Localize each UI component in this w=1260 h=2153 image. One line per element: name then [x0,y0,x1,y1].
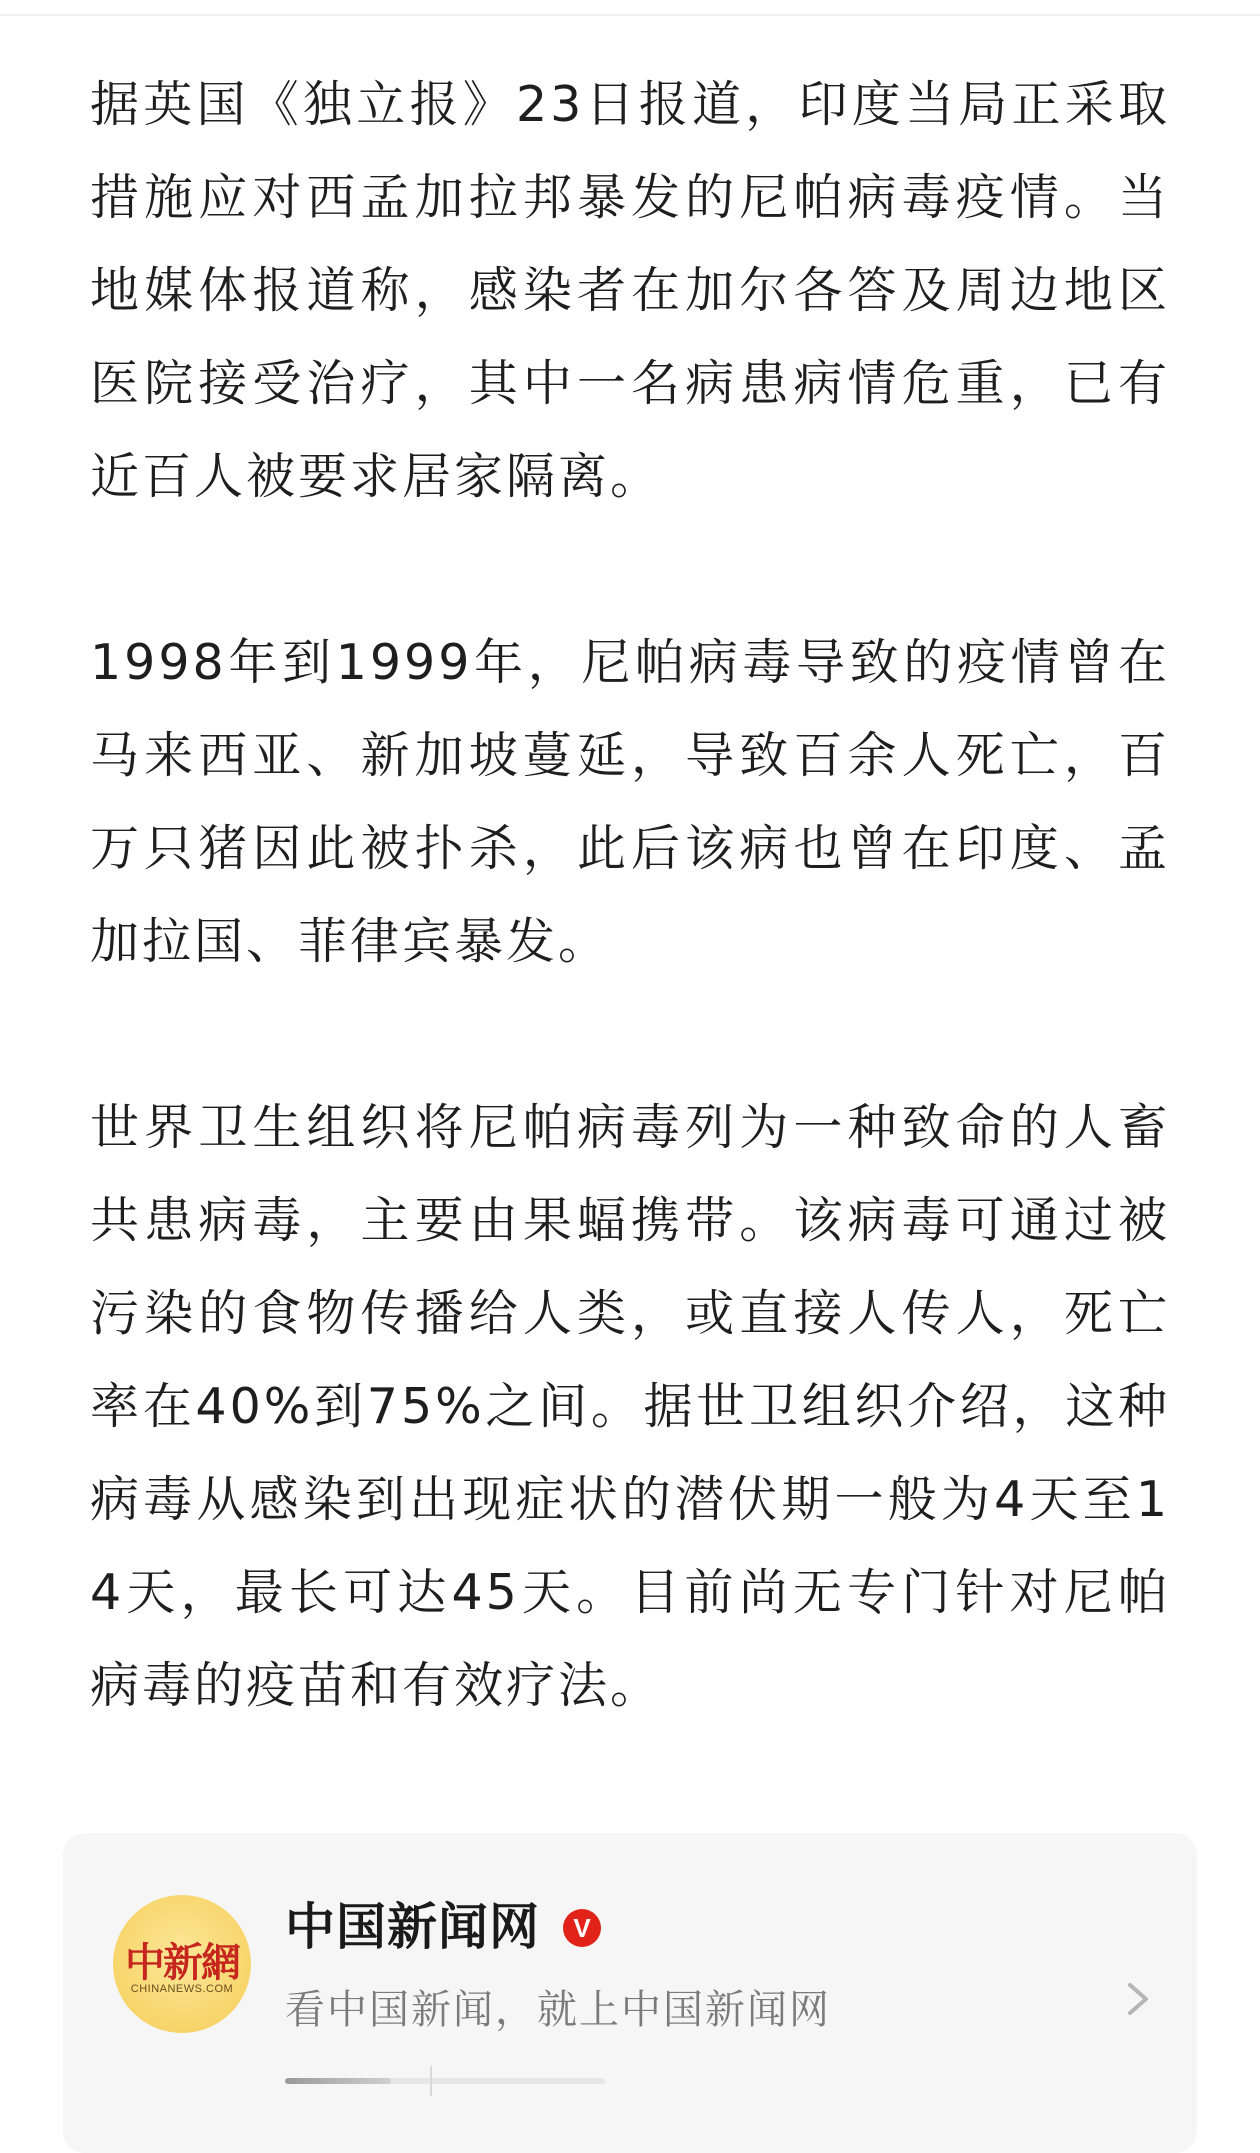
verified-badge-icon: V [563,1909,601,1947]
progress-fill [285,2078,391,2084]
progress-marker [430,2066,432,2096]
article-body [90,58,1170,1732]
top-divider [0,14,1260,16]
logo-mark: 中新網 [125,1939,239,1986]
article-paragraph-1: 据英国《独立报》23日报道，印度当局正采取措施应对西孟加拉邦暴发的尼帕病毒疫情。当地媒体报道称，感染者在加尔各答及周边地区医院接受治疗，其中一名病患病情危重，已有近百人被要求居家隔离。 [90,76,1170,505]
chevron-right-icon[interactable] [1117,1979,1157,2019]
article-paragraph-3: 世界卫生组织将尼帕病毒列为一种致命的人畜共患病毒，主要由果蝠携带。该病毒可通过被污染的食物传播给人类，或直接人传人，死亡率在40%到75%之间。据世卫组织介绍，这种病毒从感染到出现症状的潜伏期一般为4天至14天，最长可达45天。目前尚无专门针对尼帕病毒的疫苗和有效疗法。 [90,1099,1170,1714]
logo-subtext: CHINANEWS.COM [130,1983,234,1995]
source-logo[interactable] [113,1895,251,2033]
article-paragraph-2: 1998年到1999年，尼帕病毒导致的疫情曾在马来西亚、新加坡蔓延，导致百余人死亡，百万只猪因此被扑杀，此后该病也曾在印度、孟加拉国、菲律宾暴发。 [90,634,1170,970]
source-account-card[interactable] [63,1833,1197,2153]
source-name[interactable]: 中国新闻网 [285,1898,540,1956]
source-slogan: 看中国新闻，就上中国新闻网 [285,1987,831,2033]
progress-track [285,2078,605,2084]
